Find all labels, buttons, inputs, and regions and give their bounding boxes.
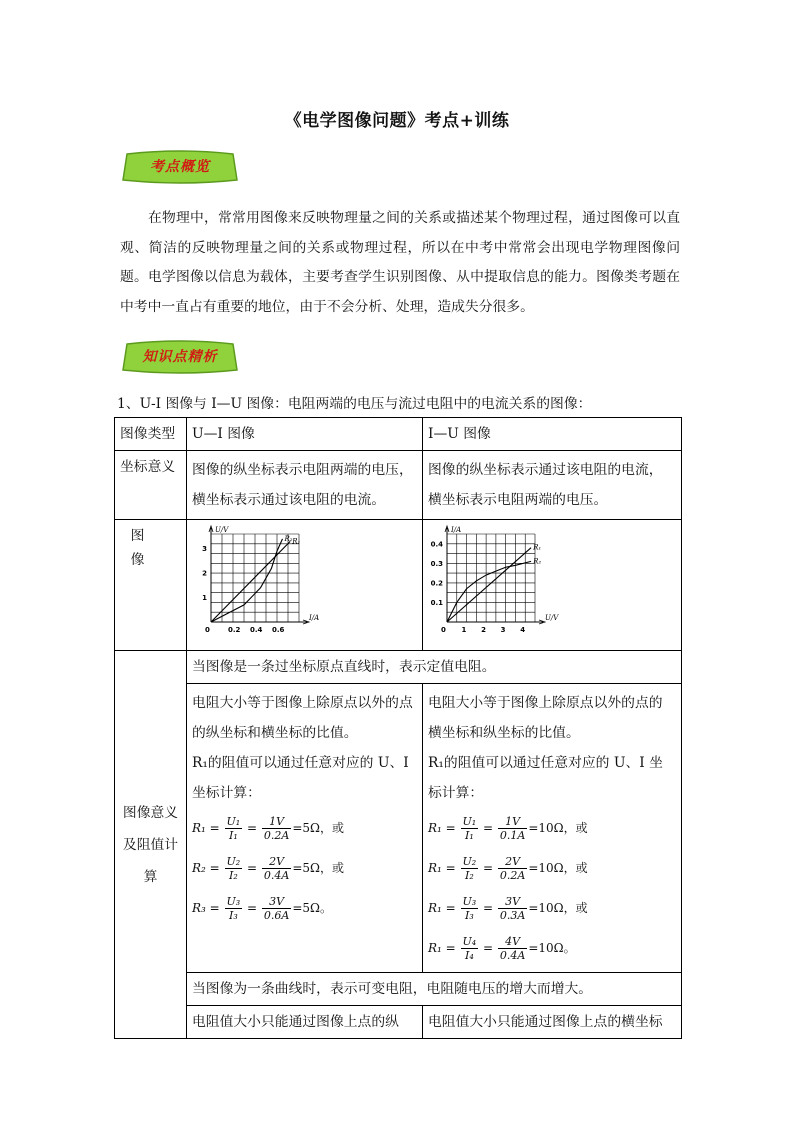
- fraction: $\frac{\text{U₁}}{\text{I₁}}$: [462, 815, 477, 842]
- formula-line: R₁ = $\frac{\text{U₁}}{\text{I₁}}$ = $\frac{1V}{0.2A}$ =5Ω，或: [192, 815, 344, 842]
- fraction: $\frac{\text{U₂}}{\text{I₂}}$: [462, 855, 477, 882]
- y-axis-label: I/A: [451, 526, 462, 534]
- table-row: [115, 651, 682, 684]
- table-row: [115, 520, 682, 651]
- x-axis-label: I/A: [309, 614, 320, 622]
- table-header-cell: 图像类型: [115, 418, 187, 451]
- iu-meaning-cell: 图像的纵坐标表示通过该电阻的电流，横坐标表示电阻两端的电压。: [423, 451, 682, 520]
- x-tick-label: 4: [520, 626, 526, 634]
- iu-formulas: [428, 808, 676, 968]
- overview-banner: [121, 150, 239, 184]
- fraction: $\frac{\text{U₃}}{\text{I₃}}$: [462, 895, 477, 922]
- fraction: $\frac{4V}{0.4A}$: [499, 935, 526, 962]
- ui-calc-cell: [187, 684, 423, 973]
- x-tick-label: 0.2: [228, 626, 241, 634]
- row-label-graph: 图像: [115, 520, 187, 651]
- formula-line: R₂ = $\frac{\text{U₂}}{\text{I₂}}$ = $\frac{2V}{0.4A}$ =5Ω，或: [192, 855, 344, 882]
- formula-line: R₁ = $\frac{\text{U₄}}{\text{I₄}}$ = $\frac{4V}{0.4A}$ =10Ω。: [428, 935, 576, 962]
- curve-cell: 当图像为一条曲线时，表示可变电阻，电阻随电压的增大而增大。: [187, 973, 682, 1006]
- analysis-banner-label: 知识点精析: [142, 349, 218, 365]
- fraction: $\frac{1V}{0.1A}$: [499, 815, 526, 842]
- ui-iu-table: [114, 417, 682, 1039]
- fraction: $\frac{2V}{0.4A}$: [263, 855, 290, 882]
- table-row: [115, 973, 682, 1006]
- series-label: R₂: [533, 557, 542, 566]
- formula-line: R₁ = $\frac{\text{U₃}}{\text{I₃}}$ = $\frac{3V}{0.3A}$ =10Ω，或: [428, 895, 588, 922]
- fraction: $\frac{\text{U₃}}{\text{I₃}}$: [226, 895, 241, 922]
- analysis-banner: [121, 340, 239, 374]
- formula-line: R₁ = $\frac{\text{U₂}}{\text{I₂}}$ = $\frac{2V}{0.2A}$ =10Ω，或: [428, 855, 588, 882]
- x-tick-label: 0: [205, 626, 210, 634]
- table-header-cell: I—U 图像: [423, 418, 682, 451]
- row-label-meaning: 坐标意义: [115, 451, 187, 520]
- x-tick-label: 0: [441, 626, 446, 634]
- y-tick-label: 3: [202, 545, 207, 554]
- x-tick-label: 0.6: [272, 626, 285, 634]
- fraction: $\frac{\text{U₁}}{\text{I₁}}$: [226, 815, 241, 842]
- fraction: $\frac{2V}{0.2A}$: [499, 855, 526, 882]
- page-title: 《电学图像问题》考点+训练: [284, 111, 510, 131]
- series-label: R₁: [292, 537, 301, 546]
- fraction: $\frac{3V}{0.3A}$: [499, 895, 526, 922]
- table-row: [115, 684, 682, 973]
- fraction: $\frac{3V}{0.6A}$: [263, 895, 290, 922]
- ui-curve-cell: 电阻值大小只能通过图像上点的纵: [187, 1006, 423, 1039]
- y-tick-label: 0.2: [430, 579, 443, 588]
- fraction: $\frac{\text{U₄}}{\text{I₄}}$: [462, 935, 477, 962]
- table-header-cell: U—I 图像: [187, 418, 423, 451]
- table-row: [115, 418, 682, 451]
- formula-line: R₁ = $\frac{\text{U₁}}{\text{I₁}}$ = $\frac{1V}{0.1A}$ =10Ω，或: [428, 815, 588, 842]
- y-tick-label: 2: [202, 569, 207, 578]
- series-line-1: [447, 548, 531, 622]
- x-tick-label: 3: [500, 626, 506, 634]
- table-row: [115, 1006, 682, 1039]
- x-tick-label: 0.4: [250, 626, 263, 634]
- iu-curve-cell: 电阻值大小只能通过图像上点的横坐标: [423, 1006, 682, 1039]
- x-tick-label: 1: [461, 626, 467, 634]
- straight-line-cell: 当图像是一条过坐标原点直线时，表示定值电阻。: [187, 651, 682, 684]
- row-label-calc: 图像意义及阻值计算: [115, 651, 187, 1039]
- iu-graph-cell: [423, 520, 682, 651]
- y-tick-label: 0.4: [430, 540, 443, 549]
- ui-graph-cell: [187, 520, 423, 651]
- x-axis-label: U/V: [545, 614, 559, 622]
- overview-banner-label: 考点概览: [150, 159, 210, 175]
- table-row: [115, 451, 682, 520]
- y-tick-label: 0.3: [430, 559, 443, 568]
- series-label: R₁: [533, 543, 542, 552]
- ui-r1-text: R₁的阻值可以通过任意对应的 U、I 坐标计算：: [192, 755, 409, 801]
- formula-line: R₃ = $\frac{\text{U₃}}{\text{I₃}}$ = $\frac{3V}{0.6A}$ =5Ω。: [192, 895, 332, 922]
- intro-paragraph: 在物理中，常常用图像来反映物理量之间的关系或描述某个物理过程，通过图像可以直观、简洁的反映物理量之间的关系或物理过程，所以在中考中常常会出现电学物理图像问题。电学图像以信息为载体，主要考查学生识别图像、从中提取信息的能力。图像类考题在中考中一直占有重要的地位，由于不会分析、处理，造成失分很多。: [120, 210, 680, 315]
- series-line-2: [447, 561, 531, 622]
- ui-chart: [189, 522, 319, 640]
- ui-meaning-cell: 图像的纵坐标表示电阻两端的电压，横坐标表示通过该电阻的电流。: [187, 451, 423, 520]
- iu-r1-text: R₁的阻值可以通过任意对应的 U、I 坐标计算：: [428, 755, 663, 801]
- iu-chart: [425, 522, 559, 640]
- y-tick-label: 1: [202, 594, 207, 603]
- ui-ratio-text: 电阻大小等于图像上除原点以外的点的纵坐标和横坐标的比值。: [192, 695, 413, 741]
- y-tick-label: 0.1: [430, 598, 443, 607]
- iu-ratio-text: 电阻大小等于图像上除原点以外的点的横坐标和纵坐标的比值。: [428, 695, 663, 741]
- fraction: $\frac{\text{U₂}}{\text{I₂}}$: [226, 855, 241, 882]
- section-heading: 1、U-I 图像与 I—U 图像：电阻两端的电压与流过电阻中的电流关系的图像：: [117, 396, 592, 412]
- y-axis-label: U/V: [215, 526, 229, 534]
- x-tick-label: 2: [481, 626, 486, 634]
- fraction: $\frac{1V}{0.2A}$: [263, 815, 290, 842]
- ui-formulas: [192, 808, 417, 928]
- iu-calc-cell: [423, 684, 682, 973]
- series-label: R₂: [284, 534, 293, 543]
